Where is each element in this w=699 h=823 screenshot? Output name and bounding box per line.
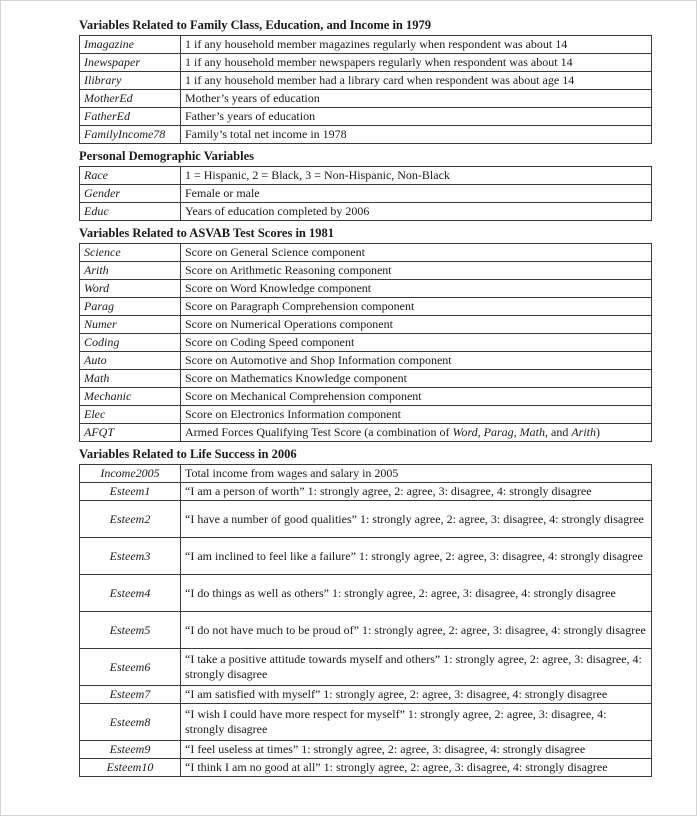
variable-name: AFQT [80, 424, 181, 442]
table-row [80, 352, 652, 370]
variable-description: 1 = Hispanic, 2 = Black, 3 = Non-Hispanic, Non-Black [181, 167, 652, 185]
table-life-success [79, 464, 652, 777]
variable-name: Esteem4 [80, 575, 181, 612]
afqt-sep: , [513, 425, 520, 439]
table-family [79, 35, 652, 144]
table-row [80, 185, 652, 203]
variable-name: Esteem10 [80, 759, 181, 777]
afqt-parag: Parag [483, 425, 514, 439]
variable-name: Esteem6 [80, 649, 181, 686]
variable-description: “I do things as well as others” 1: strongly agree, 2: agree, 3: disagree, 4: strongly disagree [181, 575, 652, 612]
table-row [80, 424, 652, 442]
table-demographic [79, 166, 652, 221]
afqt-math: Math [519, 425, 546, 439]
variable-description: Score on Electronics Information component [181, 406, 652, 424]
afqt-sep: , and [545, 425, 572, 439]
table-row [80, 612, 652, 649]
table-row [80, 406, 652, 424]
table-row [80, 54, 652, 72]
variable-description: Score on Arithmetic Reasoning component [181, 262, 652, 280]
variable-description: Total income from wages and salary in 2005 [181, 465, 652, 483]
table-row [80, 483, 652, 501]
table-row [80, 72, 652, 90]
variable-name: Gender [80, 185, 181, 203]
table-row [80, 388, 652, 406]
table-row [80, 203, 652, 221]
afqt-desc-prefix: Armed Forces Qualifying Test Score (a combination of [185, 425, 453, 439]
variable-name: FamilyIncome78 [80, 126, 181, 144]
section-heading-family: Variables Related to Family Class, Education, and Income in 1979 [79, 18, 431, 32]
variable-description: Score on Paragraph Comprehension component [181, 298, 652, 316]
table-row [80, 298, 652, 316]
table-row [80, 36, 652, 54]
variable-description: Family’s total net income in 1978 [181, 126, 652, 144]
variable-name: Word [80, 280, 181, 298]
variable-description: Score on Coding Speed component [181, 334, 652, 352]
variable-name: Numer [80, 316, 181, 334]
variable-name: Esteem9 [80, 741, 181, 759]
afqt-desc-suffix: ) [596, 425, 601, 439]
variable-description: “I do not have much to be proud of” 1: strongly agree, 2: agree, 3: disagree, 4: strongly disagree [181, 612, 652, 649]
variable-description: 1 if any household member newspapers regularly when respondent was about 14 [181, 54, 652, 72]
variable-name: Inewspaper [80, 54, 181, 72]
variable-description [181, 424, 652, 442]
variable-description: Score on Mathematics Knowledge component [181, 370, 652, 388]
variable-description: Score on Numerical Operations component [181, 316, 652, 334]
variable-name: Coding [80, 334, 181, 352]
afqt-sep: , [477, 425, 484, 439]
variable-description: “I am inclined to feel like a failure” 1: strongly agree, 2: agree, 3: disagree, 4: strongly disagree [181, 538, 652, 575]
variables-table-content [79, 17, 652, 779]
variable-name: Esteem2 [80, 501, 181, 538]
variable-name: Esteem7 [80, 686, 181, 704]
variable-description: “I am a person of worth” 1: strongly agree, 2: agree, 3: disagree, 4: strongly disagree [181, 483, 652, 501]
variable-description: Female or male [181, 185, 652, 203]
table-row [80, 280, 652, 298]
variable-description: Years of education completed by 2006 [181, 203, 652, 221]
variable-name: Esteem5 [80, 612, 181, 649]
variable-name: Educ [80, 203, 181, 221]
table-row [80, 108, 652, 126]
table-row [80, 704, 652, 741]
table-row [80, 90, 652, 108]
afqt-word: Word [452, 425, 478, 439]
variable-name: Math [80, 370, 181, 388]
variable-description: 1 if any household member had a library card when respondent was about age 14 [181, 72, 652, 90]
variable-description: Mother’s years of education [181, 90, 652, 108]
variable-name: Mechanic [80, 388, 181, 406]
variable-name: Esteem1 [80, 483, 181, 501]
table-row [80, 501, 652, 538]
variable-name: Ilibrary [80, 72, 181, 90]
table-row [80, 759, 652, 777]
variable-name: MotherEd [80, 90, 181, 108]
variable-description: “I think I am no good at all” 1: strongly agree, 2: agree, 3: disagree, 4: strongly disagree [181, 759, 652, 777]
table-row [80, 126, 652, 144]
table-row [80, 244, 652, 262]
variable-description: 1 if any household member magazines regularly when respondent was about 14 [181, 36, 652, 54]
table-row [80, 316, 652, 334]
table-row [80, 741, 652, 759]
variable-description: “I feel useless at times” 1: strongly agree, 2: agree, 3: disagree, 4: strongly disagree [181, 741, 652, 759]
variable-name: Esteem3 [80, 538, 181, 575]
variable-description: “I take a positive attitude towards myself and others” 1: strongly agree, 2: agree, 3: disagree, 4: strongly disagree [181, 649, 652, 686]
variable-description: “I have a number of good qualities” 1: strongly agree, 2: agree, 3: disagree, 4: strongly disagree [181, 501, 652, 538]
table-row [80, 262, 652, 280]
table-row [80, 649, 652, 686]
variable-name: Esteem8 [80, 704, 181, 741]
variable-name: Imagazine [80, 36, 181, 54]
variable-name: Elec [80, 406, 181, 424]
table-row [80, 575, 652, 612]
section-heading-demographic: Personal Demographic Variables [79, 149, 254, 163]
variable-name: Auto [80, 352, 181, 370]
variable-description: “I wish I could have more respect for myself” 1: strongly agree, 2: agree, 3: disagree, 4: strongly disagree [181, 704, 652, 741]
table-asvab [79, 243, 652, 442]
table-row [80, 465, 652, 483]
variable-description: Father’s years of education [181, 108, 652, 126]
table-row [80, 334, 652, 352]
variable-description: Score on General Science component [181, 244, 652, 262]
variable-name: Arith [80, 262, 181, 280]
table-row [80, 538, 652, 575]
variable-name: Parag [80, 298, 181, 316]
variable-name: Race [80, 167, 181, 185]
table-row [80, 686, 652, 704]
variable-description: Score on Automotive and Shop Information component [181, 352, 652, 370]
variable-description: Score on Mechanical Comprehension component [181, 388, 652, 406]
table-row [80, 370, 652, 388]
section-heading-life-success: Variables Related to Life Success in 2006 [79, 447, 297, 461]
afqt-arith: Arith [571, 425, 597, 439]
variable-name: FatherEd [80, 108, 181, 126]
section-heading-asvab: Variables Related to ASVAB Test Scores in 1981 [79, 226, 335, 240]
variable-name: Science [80, 244, 181, 262]
table-row [80, 167, 652, 185]
variable-description: “I am satisfied with myself” 1: strongly agree, 2: agree, 3: disagree, 4: strongly disagree [181, 686, 652, 704]
variable-description: Score on Word Knowledge component [181, 280, 652, 298]
variable-name: Income2005 [80, 465, 181, 483]
